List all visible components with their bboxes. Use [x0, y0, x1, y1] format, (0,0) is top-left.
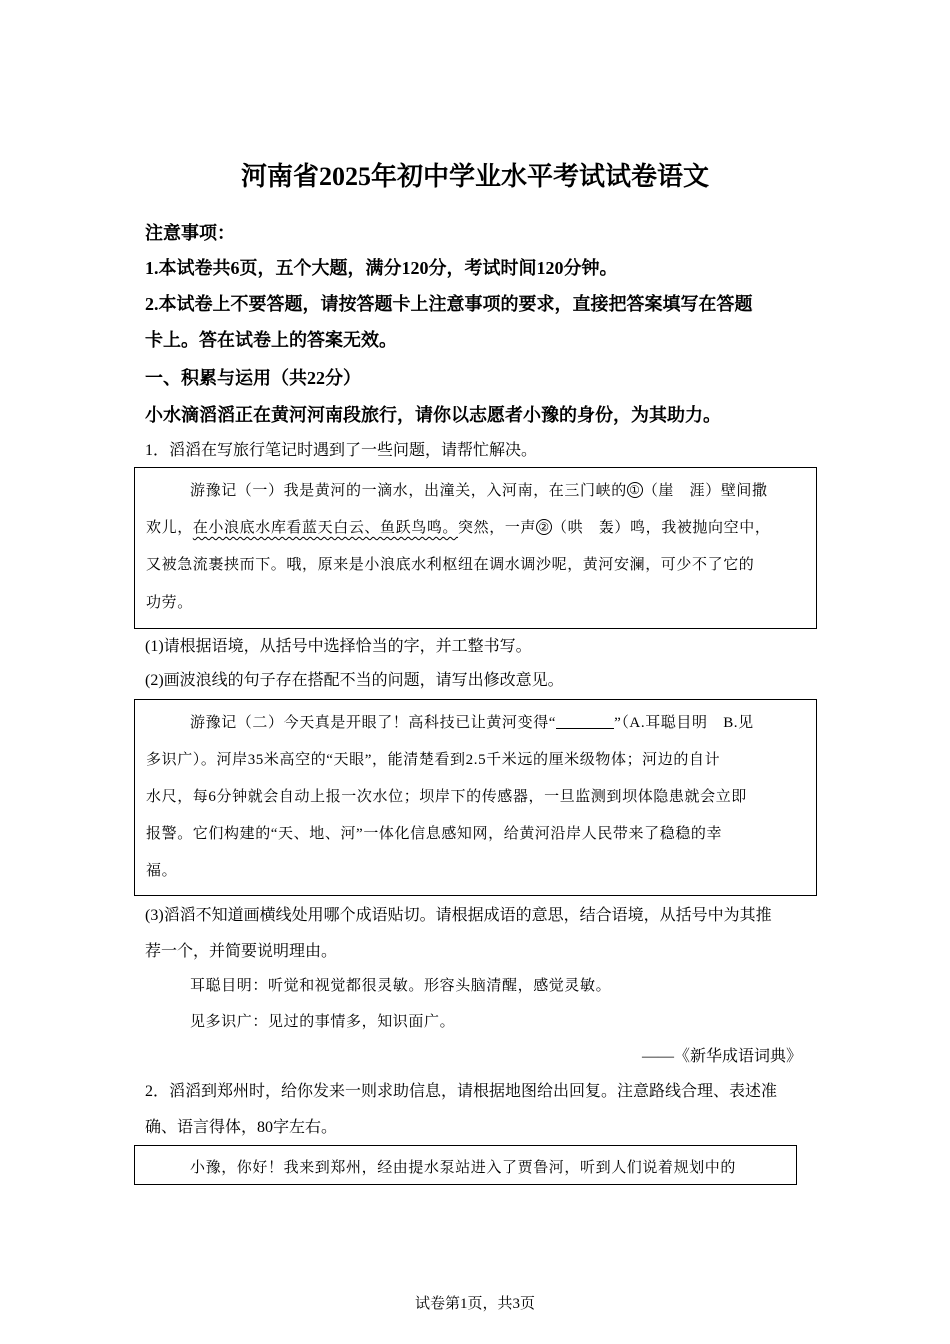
idiom-definition-1: 耳聪目明：听觉和视觉都很灵敏。形容头脑清醒，感觉灵敏。 [190, 978, 612, 994]
travel-note-1-line-4: 功劳。 [146, 595, 193, 611]
note-1-text: （崖 涯）壁间撒 [642, 483, 768, 499]
travel-note-2-line-3: 水尺，每6分钟就会自动上报一次水位；坝岸下的传感器，一旦监测到坝体隐患就会立即 [146, 789, 747, 805]
travel-note-2-line-1 [190, 711, 754, 732]
blank-marker-2: ② [536, 519, 552, 535]
question-1-sub-1: (1)请根据语境，从括号中选择恰当的字，并工整书写。 [145, 638, 532, 655]
travel-note-1-line-3: 又被急流裹挟而下。哦，原来是小浪底水利枢纽在调水调沙呢，黄河安澜，可少不了它的 [146, 557, 755, 573]
travel-note-1-line-2 [146, 516, 770, 537]
question-1-stem: 1．滔滔在写旅行笔记时遇到了一些问题，请帮忙解决。 [145, 442, 538, 459]
question-1-sub-2: (2)画波浪线的句子存在搭配不当的问题，请写出修改意见。 [145, 672, 564, 689]
question-1-sub-3-line-2: 荐一个，并简要说明理由。 [145, 943, 338, 960]
section-1-intro: 小水滴滔滔正在黄河河南段旅行，请你以志愿者小豫的身份，为其助力。 [145, 405, 721, 425]
page-footer: 试卷第1页，共3页 [414, 1296, 535, 1312]
note-2-text: ”（A.耳聪目明 B.见 [614, 715, 754, 731]
page-title: 河南省2025年初中学业水平考试试卷语文 [240, 162, 709, 191]
question-1-sub-3-line-1: (3)滔滔不知道画横线处用哪个成语贴切。请根据成语的意思，结合语境，从括号中为其推 [145, 907, 772, 924]
travel-note-2-line-5: 福。 [146, 863, 178, 879]
notice-item-1: 1.本试卷共6页，五个大题，满分120分，考试时间120分钟。 [145, 258, 618, 278]
notice-heading: 注意事项： [145, 223, 235, 243]
question-2-stem-line-2: 确、语言得体，80字左右。 [145, 1119, 338, 1136]
travel-note-1-line-1 [190, 479, 768, 500]
note-2-text: 游豫记（二）今天真是开眼了！高科技已让黄河变得“ [190, 715, 557, 731]
notice-item-2-line-2: 卡上。答在试卷上的答案无效。 [145, 330, 397, 350]
notice-item-2-line-1: 2.本试卷上不要答题，请按答题卡上注意事项的要求，直接把答案填写在答题 [145, 294, 753, 314]
section-1-heading: 一、积累与运用（共22分） [145, 368, 361, 388]
note-1-text: 欢儿， [146, 520, 193, 536]
dictionary-source: ——《新华成语词典》 [641, 1048, 802, 1065]
wavy-underlined-sentence: 在小浪底水库看蓝天白云、鱼跃鸟鸣。 [192, 520, 459, 536]
note-1-text: （哄 轰）鸣，我被抛向空中， [552, 520, 771, 536]
travel-note-2-line-4: 报警。它们构建的“天、地、河”一体化信息感知网，给黄河沿岸人民带来了稳稳的幸 [146, 826, 723, 842]
idiom-definition-2: 见多识广：见过的事情多，知识面广。 [190, 1014, 456, 1030]
travel-note-2-line-2: 多识广）。河岸35米高空的“天眼”，能清楚看到2.5千米远的厘米级物体；河边的自计 [146, 752, 721, 768]
help-message-line-1: 小豫，你好！我来到郑州，经由提水泵站进入了贾鲁河，听到人们说着规划中的 [190, 1160, 737, 1176]
note-1-text: 游豫记（一）我是黄河的一滴水，出潼关，入河南，在三门峡的 [190, 483, 627, 499]
question-2-stem-line-1: 2．滔滔到郑州时，给你发来一则求助信息，请根据地图给出回复。注意路线合理、表述准 [145, 1083, 778, 1100]
blank-marker-1: ① [627, 482, 643, 498]
note-1-text: 突然，一声 [458, 520, 537, 536]
idiom-fill-blank [556, 714, 614, 729]
